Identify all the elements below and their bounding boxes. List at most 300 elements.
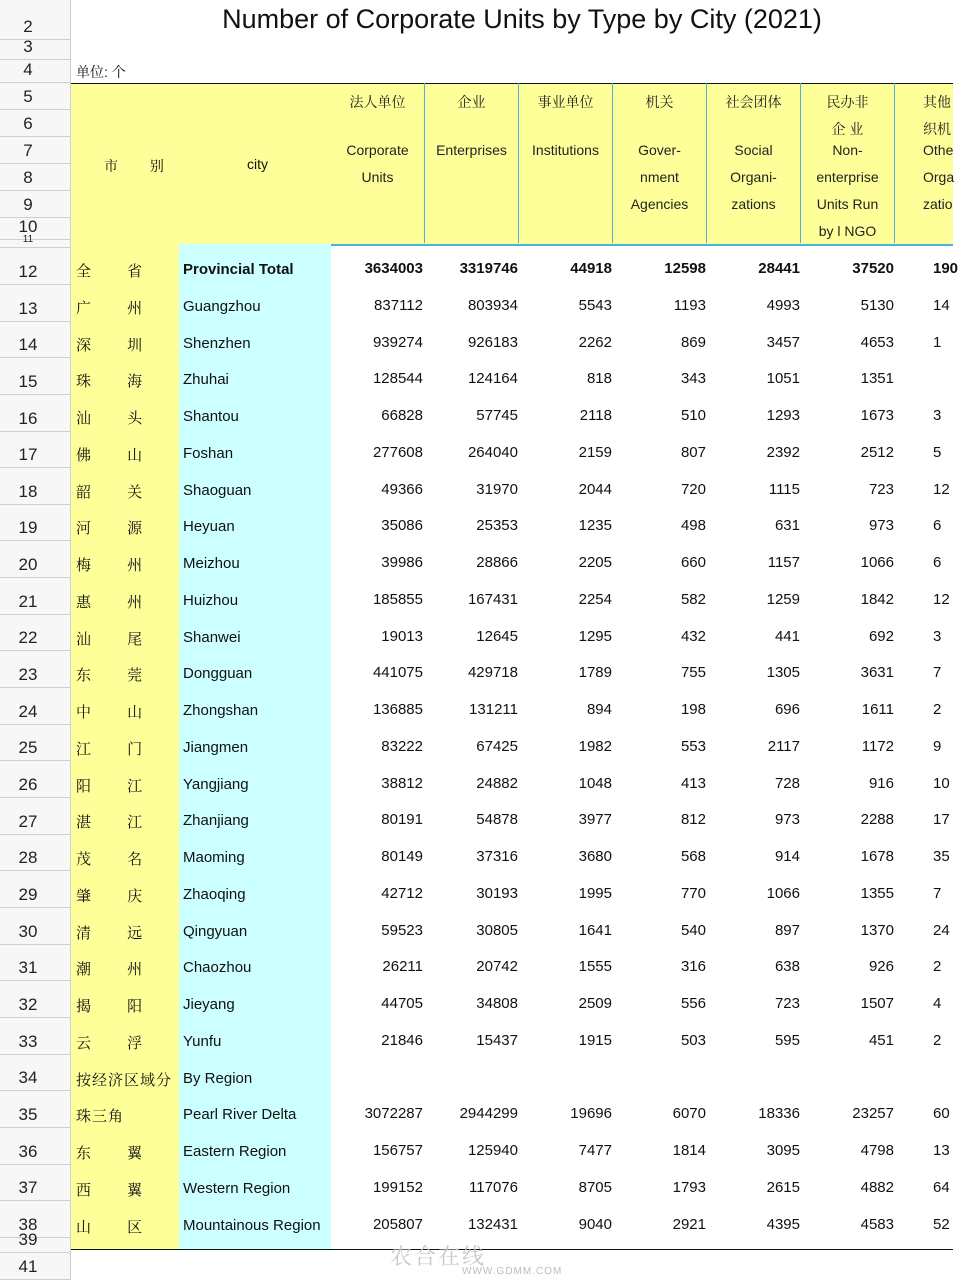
city-en-cell: Huizhou [183, 591, 239, 609]
column-header-en: enterprise [816, 169, 879, 185]
value-cell: 631 [774, 517, 800, 535]
value-cell: 770 [680, 884, 706, 902]
row-number [0, 110, 70, 137]
city-en-cell: Meizhou [183, 555, 240, 572]
column-header-cn: 法人单位 [349, 94, 406, 110]
row-number-label: 13 [18, 299, 38, 318]
row-number [0, 798, 70, 835]
city-cn-cell: 广 州 [76, 299, 159, 317]
value-cell: 1172 [861, 737, 894, 755]
city-cn-cell: 潮 州 [76, 961, 159, 979]
city-cn-cell: 按经济区域分 [76, 1071, 173, 1089]
city-cn-cell: 深 圳 [76, 336, 159, 354]
value-cell: 190 [933, 260, 959, 277]
value-cell: 5543 [578, 296, 612, 314]
value-cell: 2 [933, 1031, 942, 1049]
value-cell: 939274 [372, 333, 423, 351]
value-cell: 37316 [476, 848, 518, 865]
value-cell: 28866 [476, 554, 518, 571]
value-cell: 1507 [860, 995, 894, 1012]
column-header-en: Corporate [346, 142, 409, 158]
value-cell: 2921 [672, 1215, 706, 1233]
row-number-label: 4 [23, 60, 33, 79]
value-cell: 5 [933, 443, 942, 461]
row-number-label: 27 [18, 812, 38, 831]
value-cell: 3095 [766, 1142, 800, 1159]
column-header-cn: 事业单位 [537, 94, 594, 110]
value-cell: 3072287 [364, 1105, 423, 1123]
value-cell: 12 [933, 480, 950, 498]
row-number [0, 432, 70, 468]
column-header-en: zations [731, 196, 776, 212]
row-number-label: 15 [18, 372, 38, 391]
city-cn-cell: 珠三角 [76, 1108, 125, 1126]
column-header-cn: 民办非 企 业 [826, 94, 869, 137]
city-en-cell: Eastern Region [183, 1143, 287, 1160]
value-cell: 2392 [766, 443, 800, 461]
city-cn-cell: 河 源 [76, 520, 159, 538]
table-row[interactable] [71, 1097, 953, 1133]
value-cell: 755 [680, 664, 706, 682]
value-cell: 728 [774, 774, 800, 792]
row-number-label: 19 [18, 518, 38, 537]
row-number-label: 34 [18, 1068, 38, 1087]
value-cell: 595 [774, 1031, 800, 1049]
value-cell: 926 [868, 958, 894, 976]
table-row[interactable] [71, 914, 953, 950]
city-en-cell: Shantou [183, 408, 239, 425]
row-number [0, 1055, 70, 1091]
row-number [0, 322, 70, 358]
value-cell: 807 [680, 443, 706, 461]
row-number [0, 835, 70, 871]
row-number-label: 35 [18, 1105, 38, 1124]
value-cell: 2044 [578, 480, 612, 498]
value-cell: 2205 [578, 554, 612, 571]
value-cell: 1235 [578, 517, 612, 535]
value-cell: 19013 [381, 627, 423, 645]
column-header-cn: 社会团体 [725, 94, 782, 110]
table-row[interactable] [71, 289, 953, 325]
column-header-en: Institutions [532, 142, 599, 158]
table-row[interactable] [71, 987, 953, 1023]
value-cell: 973 [868, 517, 894, 535]
value-cell: 4798 [860, 1142, 894, 1159]
value-cell: 12645 [476, 627, 518, 645]
value-cell: 20742 [476, 958, 518, 976]
value-cell: 432 [680, 627, 706, 645]
value-cell: 1995 [578, 884, 612, 902]
value-cell: 1982 [578, 737, 612, 755]
row-number [0, 164, 70, 191]
value-cell: 64 [933, 1178, 950, 1196]
value-cell: 1295 [578, 627, 612, 645]
value-cell: 42712 [381, 884, 423, 902]
value-cell: 6070 [672, 1105, 706, 1123]
value-cell: 916 [868, 774, 894, 792]
value-cell: 4882 [860, 1178, 894, 1196]
row-number [0, 651, 70, 688]
city-en-cell: Maoming [183, 849, 245, 866]
row-number [0, 541, 70, 578]
value-cell: 1555 [578, 958, 612, 976]
column-header-cn: 其他 织机 [923, 94, 951, 137]
row-number-label: 8 [23, 168, 33, 187]
city-cn-cell: 韶 关 [76, 483, 159, 501]
row-number [0, 0, 70, 40]
value-cell: 80149 [381, 848, 423, 865]
value-cell: 1305 [766, 664, 800, 682]
value-cell: 2509 [578, 995, 612, 1012]
table-row[interactable] [71, 326, 953, 362]
value-cell: 66828 [381, 407, 423, 424]
value-cell: 2 [933, 701, 942, 718]
row-number [0, 1230, 70, 1253]
row-number-label: 24 [18, 702, 38, 721]
value-cell: 7 [933, 664, 942, 682]
column-header[interactable] [425, 83, 519, 243]
value-cell: 837112 [374, 296, 423, 314]
value-cell: 973 [774, 811, 800, 829]
header-city-en: city [247, 156, 268, 172]
column-header-en: Units [361, 169, 394, 185]
column-header-en: Orga [923, 169, 955, 185]
value-cell: 723 [868, 480, 894, 498]
row-number [0, 37, 70, 60]
value-cell: 6 [933, 554, 942, 571]
city-cn-cell: 汕 头 [76, 410, 159, 427]
city-cn-cell: 东 莞 [76, 667, 159, 685]
row-number [0, 191, 70, 218]
row-number [0, 1018, 70, 1055]
city-en-cell: Yangjiang [183, 775, 249, 793]
column-header-en: Gover- [638, 142, 681, 158]
row-number-label: 23 [18, 665, 38, 684]
column-header[interactable] [613, 83, 707, 243]
table-row[interactable] [71, 730, 953, 766]
table-row[interactable] [71, 546, 953, 582]
row-number-label: 31 [18, 958, 38, 977]
value-cell: 3 [933, 407, 942, 424]
value-cell: 6 [933, 517, 942, 535]
table-row[interactable] [71, 583, 953, 619]
column-header[interactable] [895, 83, 953, 243]
table-row[interactable] [71, 252, 959, 288]
value-cell: 12598 [664, 260, 706, 277]
value-cell: 277608 [372, 443, 423, 461]
row-number-label: 5 [23, 87, 33, 106]
row-number-label: 32 [18, 995, 38, 1014]
value-cell: 818 [586, 370, 612, 388]
column-header-en: by l NGO [818, 223, 877, 239]
column-header-en: Social [734, 142, 773, 158]
value-cell: 199152 [372, 1178, 423, 1196]
value-cell: 2 [933, 958, 942, 976]
column-header-en: Agencies [630, 196, 689, 212]
value-cell: 7 [933, 884, 942, 902]
table-row[interactable] [71, 1208, 953, 1244]
value-cell: 803934 [467, 296, 518, 314]
value-cell: 13 [933, 1142, 950, 1159]
value-cell: 1157 [767, 554, 800, 571]
value-cell: 556 [680, 995, 706, 1012]
value-cell: 894 [586, 701, 612, 718]
value-cell: 2254 [578, 590, 612, 608]
row-number [0, 60, 70, 83]
value-cell: 136885 [372, 701, 423, 718]
city-cn-cell: 江 门 [76, 740, 159, 758]
row-number [0, 945, 70, 981]
table-row[interactable] [71, 620, 953, 656]
value-cell: 37520 [852, 260, 894, 277]
value-cell: 124164 [467, 370, 518, 388]
city-en-cell: Zhaoqing [183, 885, 246, 903]
value-cell: 167431 [467, 590, 518, 608]
value-cell: 44918 [570, 260, 612, 277]
value-cell: 1351 [860, 370, 894, 388]
value-cell: 57745 [476, 407, 518, 424]
value-cell: 185855 [372, 590, 423, 608]
value-cell: 264040 [467, 443, 518, 461]
value-cell: 1293 [766, 407, 800, 424]
value-cell: 1355 [860, 884, 894, 902]
value-cell: 26211 [382, 958, 423, 976]
table-row[interactable] [71, 1171, 953, 1207]
city-cn-cell: 中 山 [76, 704, 159, 721]
value-cell: 35086 [381, 517, 423, 535]
value-cell: 926183 [467, 333, 518, 351]
column-header-cn: 机关 [645, 94, 674, 110]
watermark-url: WWW.GDMM.COM [462, 1266, 563, 1277]
row-number [0, 981, 70, 1018]
table-row[interactable] [71, 436, 953, 472]
value-cell: 132431 [467, 1215, 518, 1233]
column-header-en: Non- [832, 142, 863, 158]
value-cell: 30193 [476, 884, 518, 902]
row-number [0, 505, 70, 541]
city-en-cell: By Region [183, 1069, 253, 1087]
value-cell: 59523 [381, 921, 423, 939]
city-cn-cell: 云 浮 [76, 1034, 159, 1052]
value-cell: 553 [680, 737, 706, 755]
value-cell: 2117 [767, 737, 800, 755]
value-cell: 441 [774, 627, 800, 645]
row-number-label: 25 [18, 738, 38, 757]
table-row[interactable] [71, 362, 953, 398]
row-number-label: 30 [18, 922, 38, 941]
column-header-en: Organi- [730, 169, 777, 185]
value-cell: 34808 [476, 995, 518, 1012]
value-cell: 1915 [578, 1031, 612, 1049]
city-en-cell: Shenzhen [183, 334, 251, 352]
value-cell: 35 [933, 848, 950, 865]
value-cell: 4653 [860, 333, 894, 351]
row-number [0, 1091, 70, 1128]
table-row[interactable] [71, 1134, 953, 1170]
value-cell: 2944299 [459, 1105, 518, 1123]
value-cell: 38812 [381, 774, 423, 792]
row-number-label: 33 [18, 1032, 38, 1051]
value-cell: 4583 [860, 1215, 894, 1233]
column-header[interactable] [331, 83, 425, 243]
value-cell: 343 [680, 370, 706, 388]
value-cell: 67425 [476, 737, 518, 755]
row-number [0, 688, 70, 725]
value-cell: 869 [680, 333, 706, 351]
value-cell: 2615 [766, 1178, 800, 1196]
row-number-label: 2 [23, 17, 33, 36]
value-cell: 21846 [381, 1031, 423, 1049]
table-row[interactable] [71, 509, 953, 545]
table-row[interactable] [71, 950, 953, 986]
column-header[interactable] [519, 83, 613, 243]
value-cell: 720 [680, 480, 706, 498]
city-cn-cell: 茂 名 [76, 851, 159, 868]
value-cell: 540 [680, 921, 706, 939]
column-header-en: Units Run [816, 196, 879, 212]
city-en-cell: Jiangmen [183, 738, 249, 756]
value-cell: 14 [933, 296, 950, 314]
table-row[interactable] [71, 399, 953, 435]
city-en-cell: Shaoguan [183, 481, 252, 499]
city-en-cell: Shanwei [183, 628, 241, 646]
value-cell: 24882 [476, 774, 518, 792]
value-cell: 1673 [860, 407, 894, 424]
value-cell: 638 [774, 958, 800, 976]
value-cell: 1066 [766, 884, 800, 902]
table-row[interactable] [71, 803, 953, 839]
value-cell: 44705 [381, 995, 423, 1012]
city-cn-cell: 阳 江 [76, 777, 159, 795]
city-cn-cell: 肇 庆 [76, 887, 159, 905]
column-header[interactable] [707, 83, 801, 243]
column-header-en: zatio [923, 196, 953, 212]
row-number-label: 17 [18, 445, 38, 464]
value-cell: 125940 [467, 1142, 518, 1159]
value-cell: 1048 [578, 774, 612, 792]
value-cell: 25353 [476, 517, 518, 535]
value-cell: 3634003 [364, 260, 423, 277]
row-number-label: 10 [18, 217, 38, 236]
column-header[interactable] [801, 83, 895, 243]
row-number [0, 725, 70, 761]
table-row[interactable] [71, 473, 953, 509]
value-cell: 80191 [381, 811, 423, 829]
row-number-header [0, 0, 71, 1280]
value-cell: 1814 [672, 1142, 706, 1159]
value-cell: 1051 [766, 370, 800, 388]
city-cn-cell: 清 远 [76, 924, 159, 942]
value-cell: 3680 [578, 848, 612, 865]
value-cell: 4993 [766, 296, 800, 314]
value-cell: 1842 [860, 590, 894, 608]
table-row[interactable] [71, 693, 953, 729]
value-cell: 9040 [578, 1215, 612, 1233]
table-row[interactable] [71, 1024, 953, 1060]
city-en-cell: Mountainous Region [183, 1216, 321, 1234]
value-cell: 692 [868, 627, 894, 645]
value-cell: 156757 [372, 1142, 423, 1159]
value-cell: 1066 [860, 554, 894, 571]
value-cell: 3457 [766, 333, 800, 351]
row-number-label: 12 [18, 262, 38, 281]
value-cell: 24 [933, 921, 950, 939]
value-cell: 49366 [381, 480, 423, 498]
value-cell: 52 [933, 1215, 950, 1233]
value-cell: 1641 [578, 921, 612, 939]
row-number-label: 28 [18, 848, 38, 867]
value-cell: 1789 [578, 664, 612, 682]
city-cn-cell: 佛 山 [76, 446, 159, 464]
value-cell: 9 [933, 737, 942, 755]
city-cn-cell: 汕 尾 [76, 630, 159, 648]
city-cn-cell: 惠 州 [76, 593, 159, 611]
table-row[interactable] [71, 840, 953, 876]
city-en-cell: Yunfu [183, 1032, 222, 1050]
city-en-cell: Dongguan [183, 665, 253, 683]
value-cell: 451 [868, 1031, 894, 1049]
value-cell: 4 [933, 995, 942, 1012]
city-cn-cell: 湛 江 [76, 814, 159, 832]
value-cell: 198 [680, 701, 706, 718]
row-number [0, 871, 70, 908]
row-number-label: 26 [18, 775, 38, 794]
value-cell: 10 [933, 774, 950, 792]
table-row[interactable] [71, 656, 953, 692]
column-header-en: Othe [923, 142, 954, 158]
value-cell: 510 [680, 407, 706, 424]
value-cell: 54878 [476, 811, 518, 829]
sheet-title: Number of Corporate Units by Type by City (2021) [222, 4, 822, 34]
value-cell: 3 [933, 627, 942, 645]
table-row[interactable] [71, 1061, 953, 1097]
value-cell: 7477 [578, 1142, 612, 1159]
city-cn-cell: 珠 海 [76, 373, 159, 391]
city-en-cell: Zhuhai [183, 371, 229, 389]
value-cell: 18336 [758, 1105, 800, 1123]
value-cell: 2512 [860, 443, 894, 461]
column-header-en: nment [640, 169, 679, 185]
value-cell: 914 [774, 848, 800, 865]
city-en-cell: Chaozhou [183, 959, 252, 977]
table-row[interactable] [71, 767, 953, 803]
row-number [0, 615, 70, 651]
row-number-label: 38 [18, 1215, 38, 1234]
table-row[interactable] [71, 877, 953, 913]
value-cell: 17 [933, 811, 950, 829]
value-cell: 660 [680, 554, 706, 571]
value-cell: 696 [774, 701, 800, 718]
value-cell: 4395 [766, 1215, 800, 1233]
value-cell: 131211 [469, 701, 518, 718]
value-cell: 582 [680, 590, 706, 608]
row-number-label: 20 [18, 555, 38, 574]
value-cell: 28441 [758, 260, 800, 277]
value-cell: 2262 [578, 333, 612, 351]
value-cell: 316 [680, 958, 706, 976]
value-cell: 1115 [768, 480, 800, 498]
city-cn-cell: 梅 州 [76, 557, 159, 574]
value-cell: 1 [933, 333, 942, 351]
value-cell: 83222 [381, 737, 423, 755]
city-cn-cell: 东 翼 [76, 1145, 159, 1162]
value-cell: 2288 [860, 811, 894, 829]
value-cell: 5130 [860, 296, 894, 314]
city-en-cell: Pearl River Delta [183, 1106, 297, 1124]
watermark-logo: 农合在线 [390, 1244, 487, 1269]
table-bottom-border [71, 1249, 953, 1250]
row-number [0, 1253, 70, 1280]
